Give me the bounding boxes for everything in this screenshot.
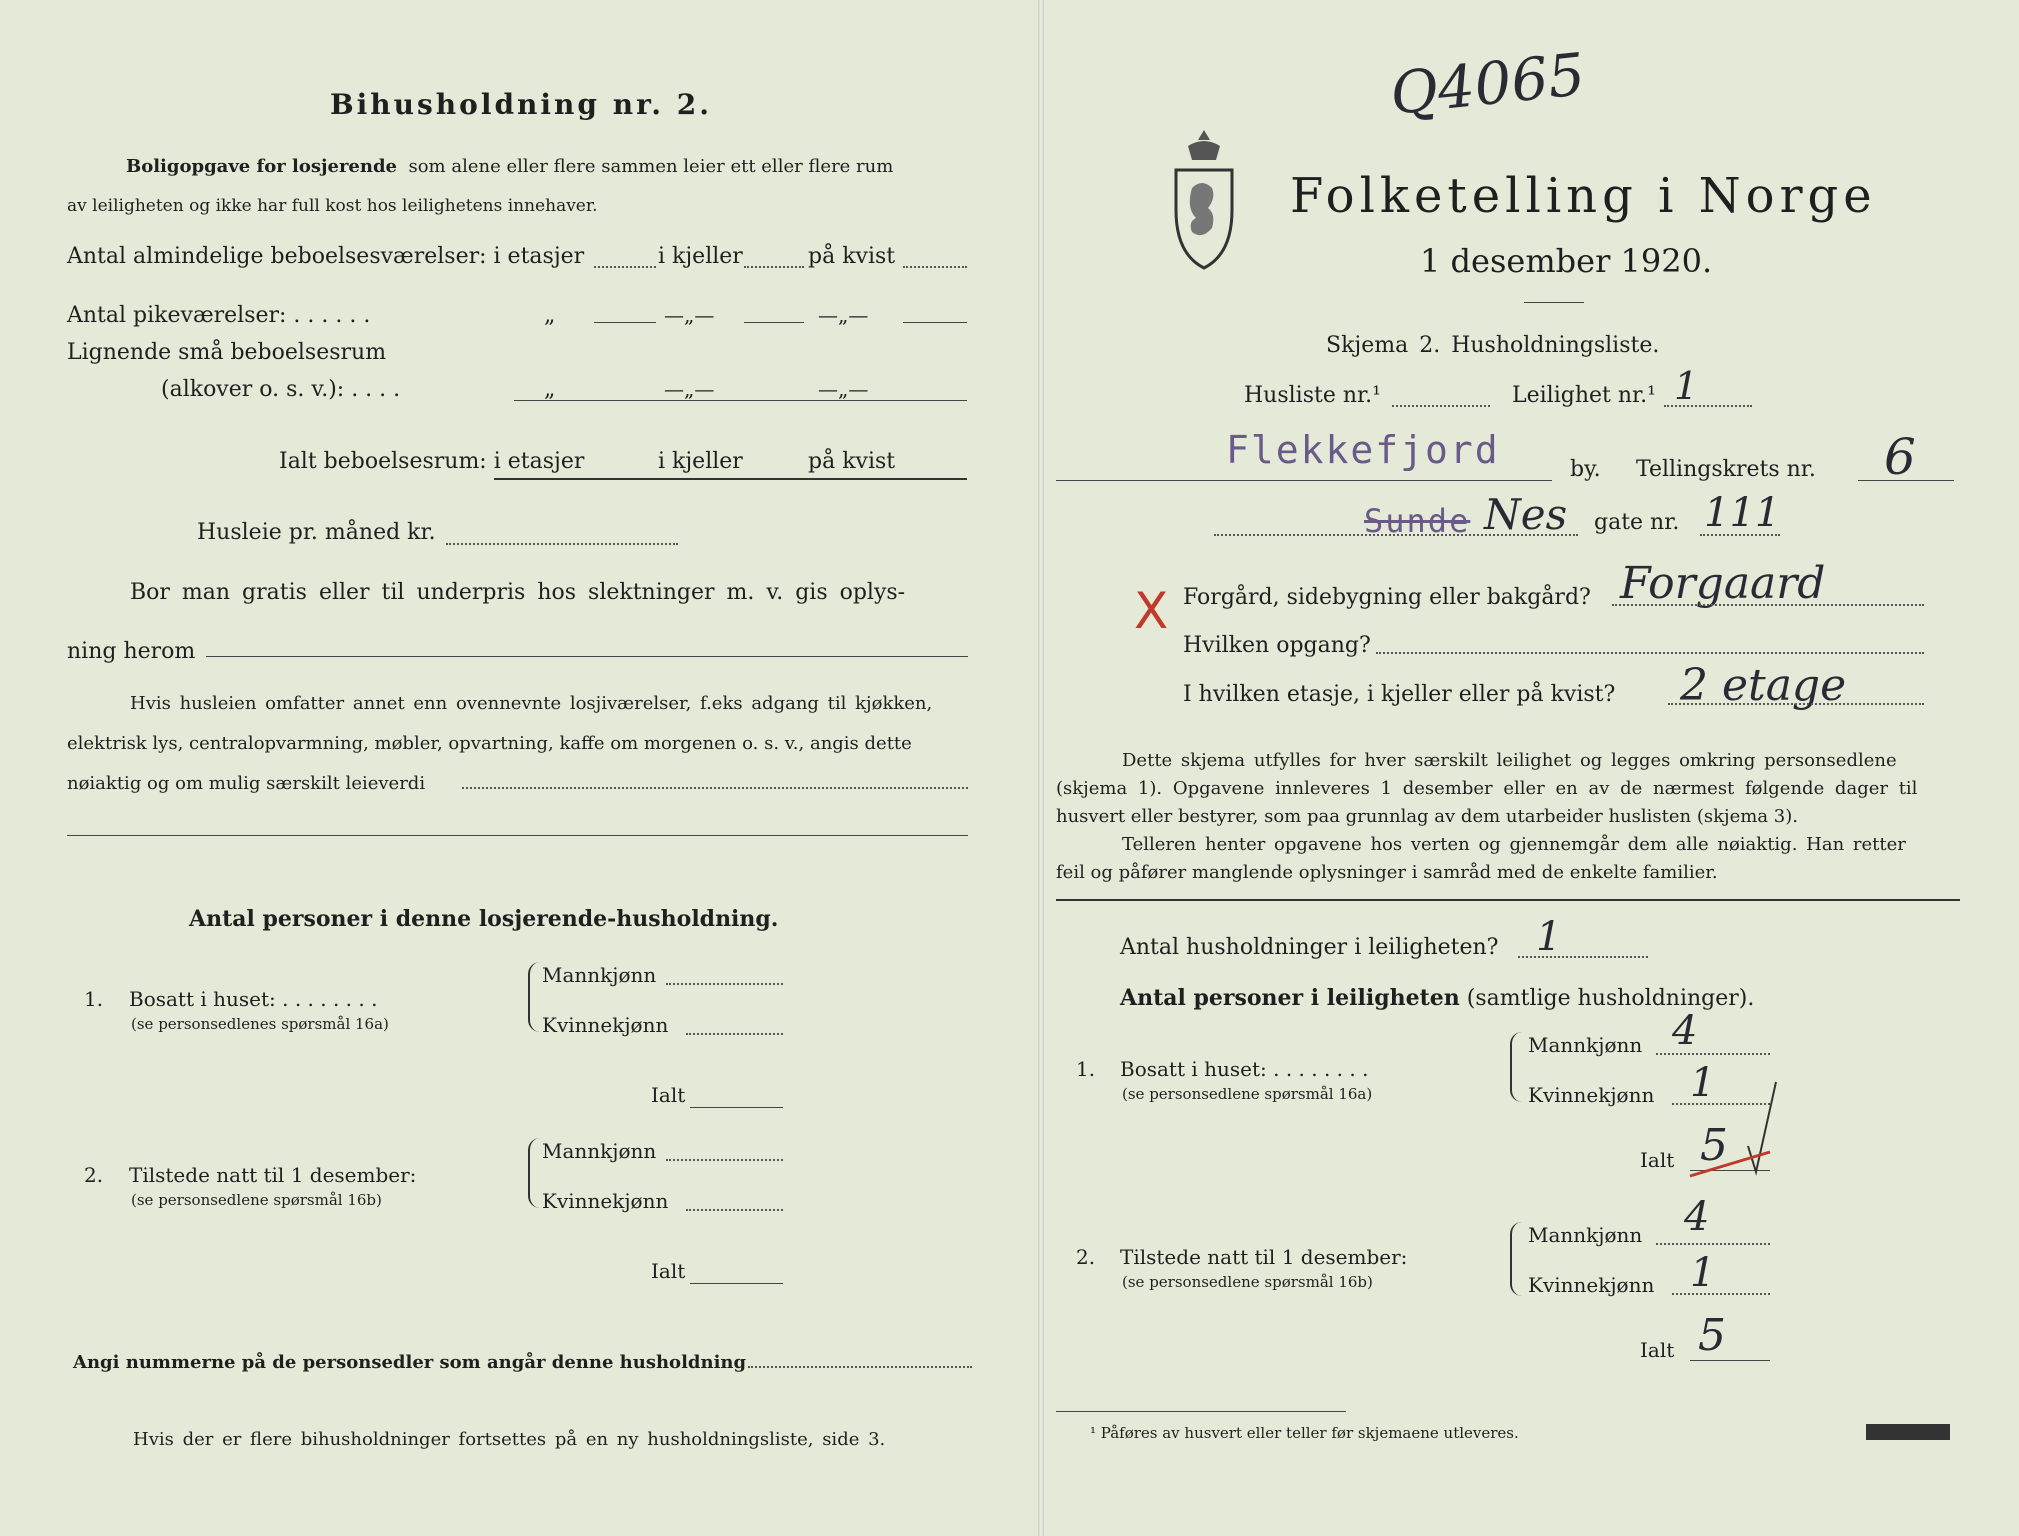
title-divider [1524,302,1584,303]
right-q1-total-value: 5 [1700,1120,1728,1171]
alcove-ditto-2: —„— [664,377,715,401]
entrance-question: Hvilken opgang? [1183,633,1371,658]
note-field[interactable] [462,787,968,789]
households-value: 1 [1536,914,1562,960]
alcove-ditto-3: —„— [818,377,869,401]
maid-ditto-2: —„— [664,303,715,327]
rooms-cellar-field[interactable] [744,266,804,268]
town-suffix: by. [1570,457,1601,482]
right-q2-female-value: 1 [1690,1250,1716,1296]
rooms-cellar-label: i kjeller [658,244,743,269]
right-q2-male-value: 4 [1684,1194,1710,1240]
street-field[interactable] [1214,534,1578,536]
note-line-3: nøiaktig og om mulig særskilt leieverdi [67,773,426,794]
street-number-label: gate nr. [1594,510,1680,535]
left-q1-label: Bosatt i huset: . . . . . . . . [129,987,378,1011]
alcoves-label: (alkover o. s. v.): . . . . [161,377,401,402]
left-q2-total-label: Ialt [651,1259,686,1283]
footnote-divider [1056,1411,1346,1412]
right-q1-male-label: Mannkjønn [1528,1033,1643,1057]
instruction-2: (skjema 1). Opgavene innleveres 1 desember eller en av de nærmest følgende dager til [1056,778,1918,799]
footnote: ¹ Påføres av husvert eller teller før skjemaene utleveres. [1090,1424,1519,1442]
free-field[interactable] [206,656,968,657]
right-q2-total-label: Ialt [1640,1338,1675,1362]
left-q1-female-field[interactable] [686,1033,783,1035]
house-list-field[interactable] [1392,405,1490,407]
left-q2-ref: (se personsedlene spørsmål 16b) [131,1191,382,1209]
alcove-ditto: „ [544,377,556,402]
right-q2-male-field[interactable] [1656,1243,1770,1245]
left-q1-brace [528,962,540,1032]
rooms-attic-label: på kvist [808,244,896,269]
rooms-floors-field[interactable] [594,266,656,268]
instruction-4: Telleren henter opgavene hos verten og gjennemgår dem alle nøiaktig. Han retter [1122,834,1906,855]
right-persons-heading [1120,985,1754,1011]
page-fold [1038,0,1044,1536]
right-q1-total-label: Ialt [1640,1148,1675,1172]
rooms-attic-field[interactable] [903,266,967,268]
note-field-2[interactable] [67,835,968,836]
archive-number: Q4065 [1386,39,1589,129]
apartment-value: 1 [1674,364,1699,408]
right-q2-male-label: Mannkjønn [1528,1223,1643,1247]
schema-label: Skjema 2. Husholdningsliste. [1326,333,1660,358]
left-q2-brace [528,1138,540,1208]
right-q1-female-label: Kvinnekjønn [1528,1083,1655,1107]
floor-question: I hvilken etasje, i kjeller eller på kvist? [1183,682,1616,707]
persons-heading-rest: (samtlige husholdninger). [1466,986,1755,1011]
entrance-field[interactable] [1376,652,1924,654]
right-q2-number: 2. [1076,1245,1096,1269]
house-list-label: Husliste nr.¹ [1244,383,1381,408]
intro-rest: som alene eller flere sammen leier ett eller flere rum [408,156,894,177]
district-field[interactable] [1858,480,1954,481]
maid-cellar-field[interactable] [744,322,804,323]
yard-field[interactable] [1612,604,1924,606]
section-divider [1056,899,1960,901]
left-q2-male-field[interactable] [666,1159,783,1161]
intro-line-1 [126,156,893,177]
right-q1-brace [1510,1032,1522,1102]
left-q1-male-field[interactable] [666,983,783,985]
town-stamp: Flekkefjord [1226,428,1500,472]
form-title: Folketelling i Norge [1290,168,1877,224]
right-q2-label: Tilstede natt til 1 desember: [1120,1245,1408,1269]
persons-heading-bold: Antal personer i leiligheten [1120,985,1460,1011]
free-question-2: ning herom [67,639,196,664]
left-persons-heading: Antal personer i denne losjerende-husholdning. [189,906,779,932]
right-q1-label: Bosatt i huset: . . . . . . . . [1120,1057,1369,1081]
total-rooms-cellar: i kjeller [658,449,743,474]
intro-line-2: av leiligheten og ikke har full kost hos leilighetens innehaver. [67,196,598,216]
maid-attic-field[interactable] [903,322,967,323]
right-q2-female-label: Kvinnekjønn [1528,1273,1655,1297]
right-q2-ref: (se personsedlene spørsmål 16b) [1122,1273,1373,1291]
left-q1-female-label: Kvinnekjønn [542,1013,669,1037]
total-rooms-field[interactable] [494,478,967,480]
right-q2-brace [1510,1222,1522,1296]
households-question: Antal husholdninger i leiligheten? [1120,935,1499,960]
left-q1-total-field[interactable] [690,1107,783,1108]
instruction-5: feil og påfører manglende oplysninger i samråd med de enkelte familier. [1056,862,1718,883]
district-label: Tellingskrets nr. [1636,457,1816,482]
left-q1-ref: (se personsedlenes spørsmål 16a) [131,1015,389,1033]
street-struck: Sunde [1364,502,1471,540]
rent-field[interactable] [446,543,678,545]
instruction-1: Dette skjema utfylles for hver særskilt leilighet og legges omkring personsedlene [1122,750,1897,771]
floor-value: 2 etage [1680,660,1847,711]
alcove-field[interactable] [514,400,967,401]
street-number-field[interactable] [1700,534,1780,536]
floor-field[interactable] [1668,703,1924,705]
yard-question: Forgård, sidebygning eller bakgård? [1183,585,1591,610]
numbers-field[interactable] [748,1366,972,1368]
instruction-3: husvert eller bestyrer, som paa grunnlag av dem utarbeider huslisten (skjema 3). [1056,806,1798,827]
small-rooms-label: Lignende små beboelsesrum [67,340,387,365]
street-value: Nes [1484,490,1568,539]
total-rooms-label: Ialt beboelsesrum: i etasjer [279,449,585,474]
checkmark-icon [1686,1076,1782,1186]
apartment-label: Leilighet nr.¹ [1512,383,1656,408]
left-q1-number: 1. [84,987,104,1011]
households-field[interactable] [1518,956,1648,958]
yard-value: Forgaard [1620,558,1826,609]
right-q1-ref: (se personsedlene spørsmål 16a) [1122,1085,1373,1103]
left-q2-number: 2. [84,1163,104,1187]
right-q1-male-value: 4 [1672,1008,1698,1054]
form-date: 1 desember 1920. [1420,242,1713,280]
continue-note: Hvis der er flere bihusholdninger fortsettes på en ny husholdningsliste, side 3. [133,1429,886,1450]
red-x-mark: X [1134,582,1169,640]
right-q2-total-field[interactable] [1690,1360,1770,1361]
note-line-1: Hvis husleien omfatter annet enn ovennevnte losjiværelser, f.eks adgang til kjøkken, [130,693,933,714]
street-number-value: 111 [1704,490,1781,536]
maid-ditto-3: —„— [818,303,869,327]
left-heading: Bihusholdning nr. 2. [330,88,712,121]
right-q1-female-value: 1 [1690,1060,1716,1106]
intro-bold: Boligopgave for losjerende [126,156,398,177]
right-q1-male-field[interactable] [1656,1053,1770,1055]
left-q2-female-label: Kvinnekjønn [542,1189,669,1213]
numbers-note: Angi nummerne på de personsedler som angår denne husholdning [73,1352,747,1373]
rooms-label: Antal almindelige beboelsesværelser: i etasjer [67,244,585,269]
right-q1-number: 1. [1076,1057,1096,1081]
free-question-1: Bor man gratis eller til underpris hos slektninger m. v. gis oplys- [130,580,906,605]
rent-label: Husleie pr. måned kr. [197,520,436,545]
right-q2-total-value: 5 [1698,1310,1726,1361]
left-q2-female-field[interactable] [686,1209,783,1211]
left-q1-male-label: Mannkjønn [542,963,657,987]
left-q1-total-label: Ialt [651,1083,686,1107]
maid-ditto: „ [544,303,556,328]
maid-rooms-label: Antal pikeværelser: . . . . . . [67,303,371,328]
left-q2-label: Tilstede natt til 1 desember: [129,1163,417,1187]
apartment-field[interactable] [1664,405,1752,407]
left-q2-male-label: Mannkjønn [542,1139,657,1163]
district-value: 6 [1884,428,1916,486]
right-q2-female-field[interactable] [1672,1293,1770,1295]
maid-floors-field[interactable] [594,322,656,323]
total-rooms-attic: på kvist [808,449,896,474]
town-field[interactable] [1056,480,1552,481]
printer-mark [1866,1424,1950,1440]
left-q2-total-field[interactable] [690,1283,783,1284]
note-line-2: elektrisk lys, centralopvarmning, møbler, opvartning, kaffe om morgenen o. s. v., angis dette [67,733,912,754]
coat-of-arms-icon [1168,126,1240,274]
